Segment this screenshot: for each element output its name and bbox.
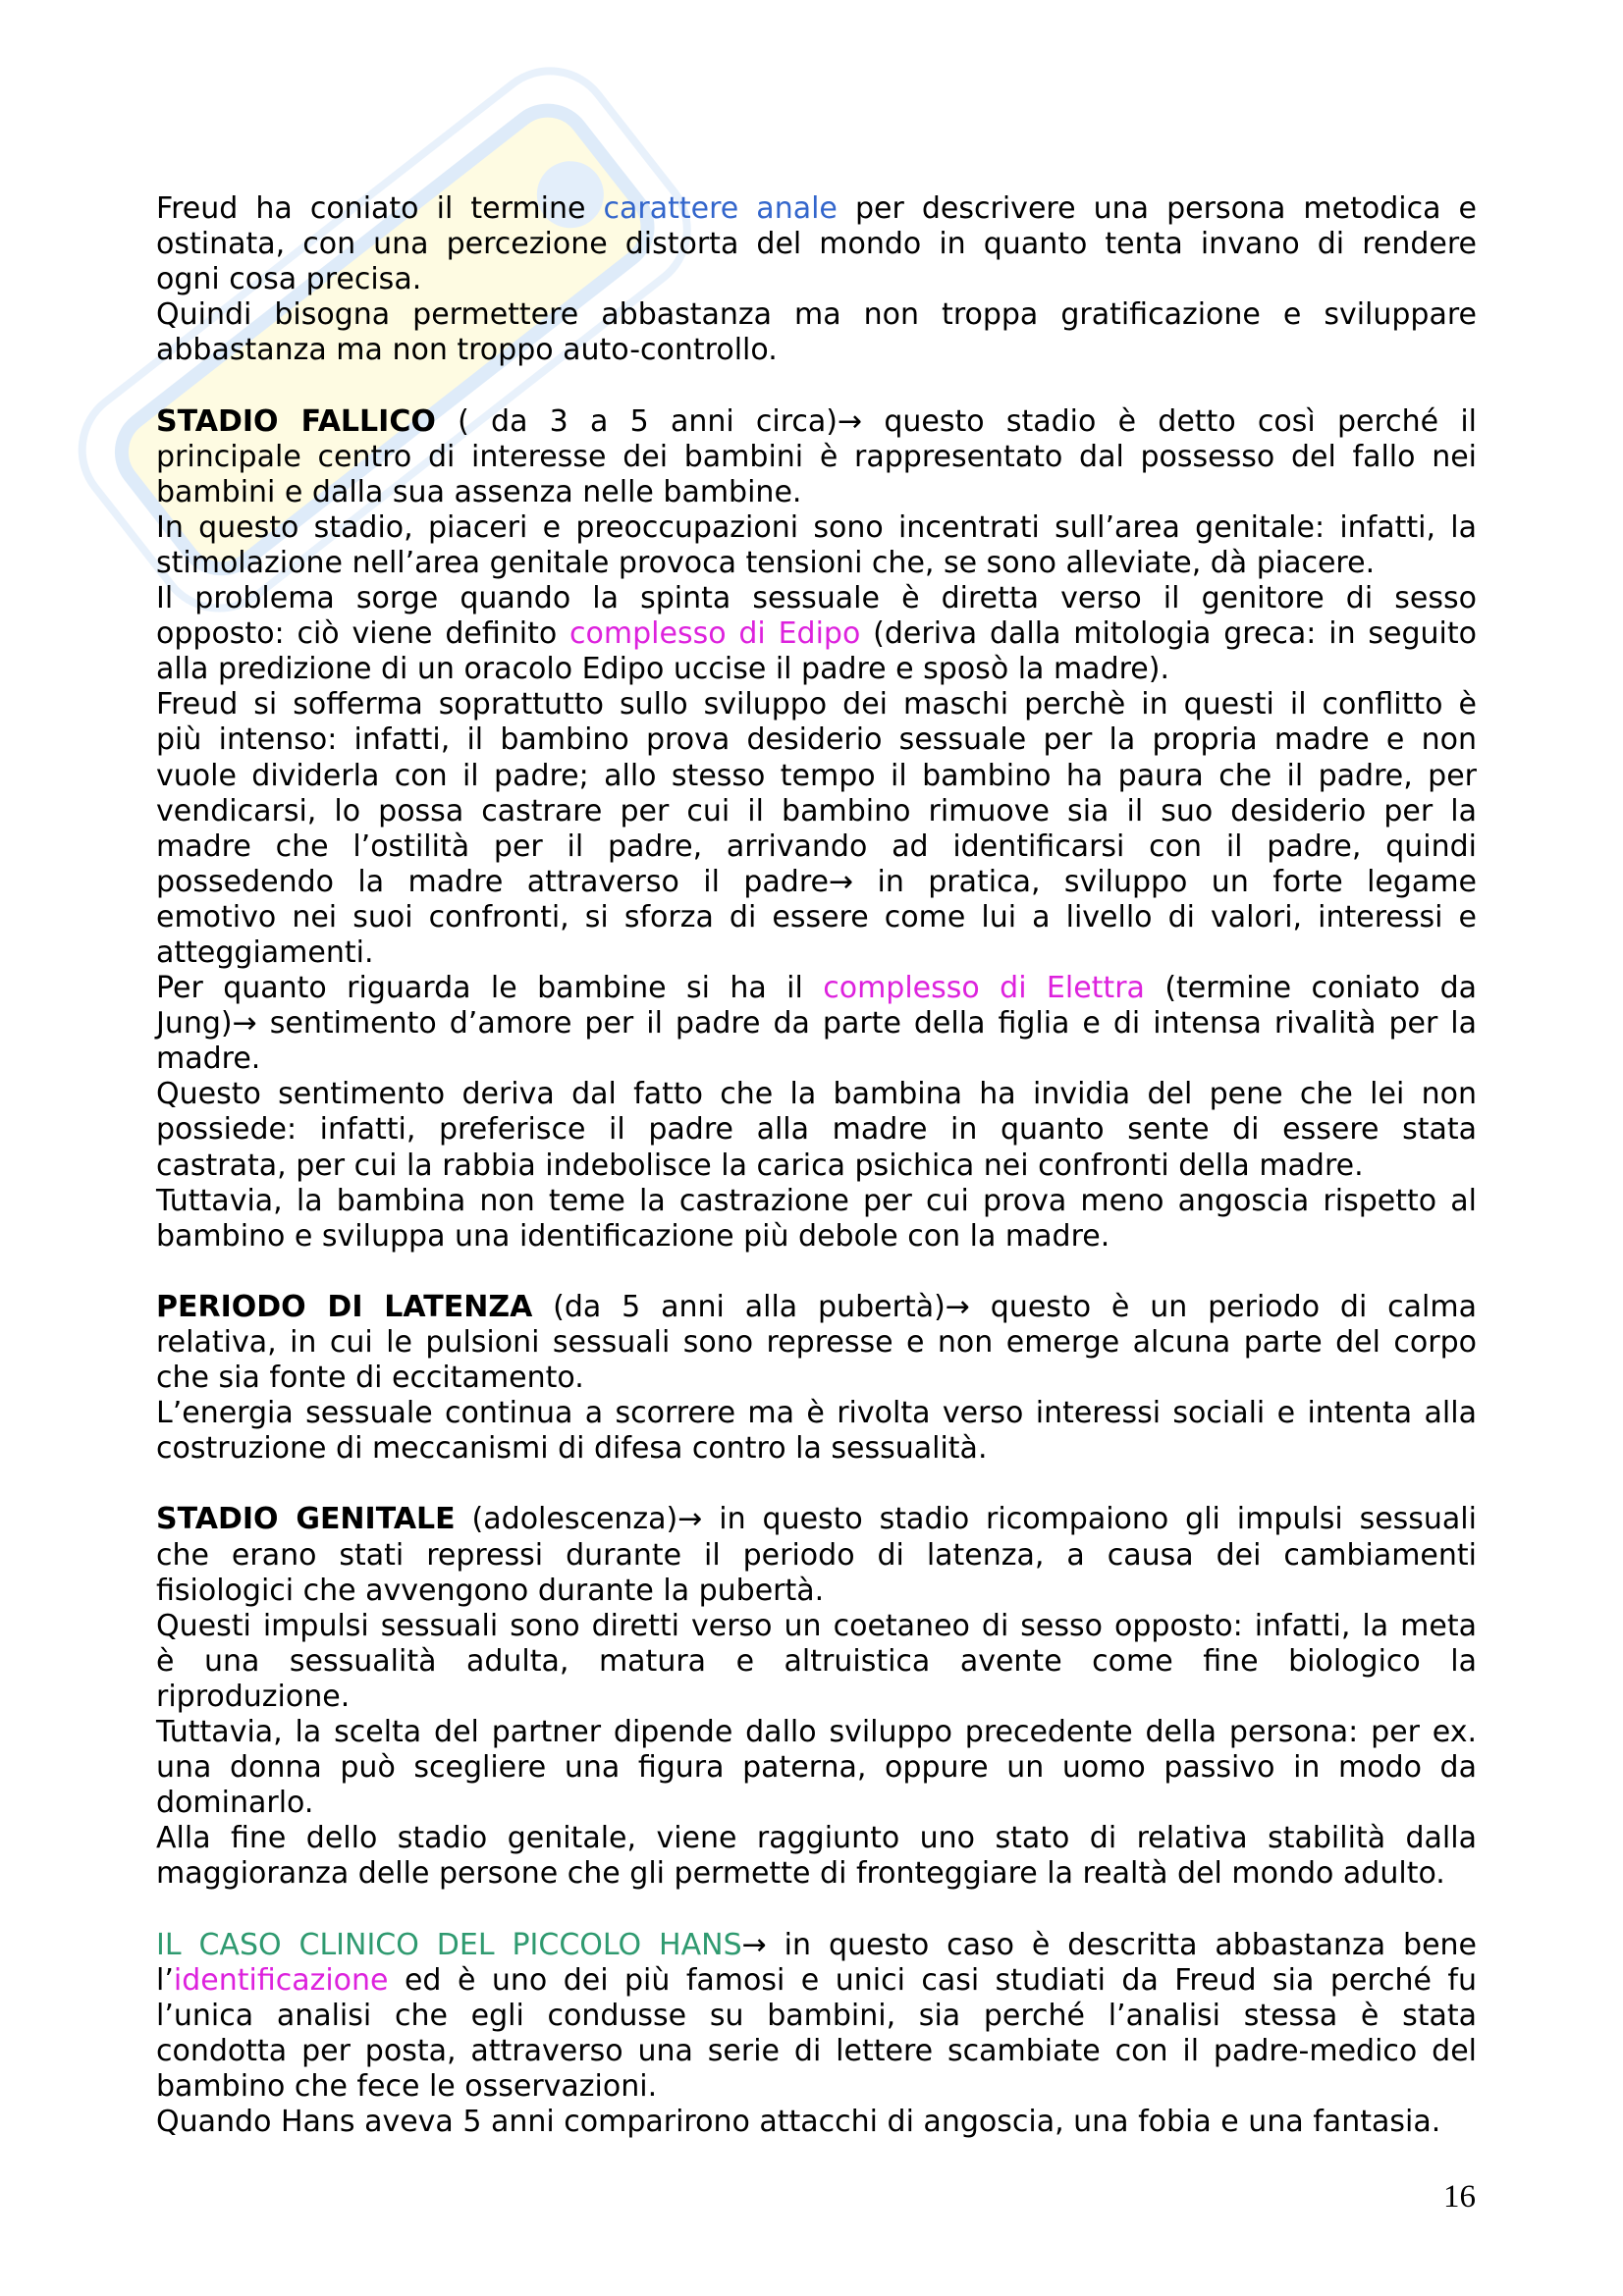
text-line: costruzione di meccanismi di difesa contro la sessualità. [156, 1431, 988, 1467]
blank-line [156, 1467, 1477, 1502]
text-line: vuole dividerla con il padre; allo stesso tempo il bambino ha paura che il padre, per [156, 758, 1477, 793]
text-line: Quindi bisogna permettere abbastanza ma non troppa gratificazione e sviluppare [156, 297, 1477, 333]
text-line: bambini e dalla sua assenza nelle bambine. [156, 474, 802, 509]
text-line: emotivo nei suoi confronti, si sforza di essere come lui a livello di valori, interessi e [156, 899, 1477, 934]
text-line: opposto: ciò viene definito complesso di Edipo (deriva dalla mitologia greca: in seguito [156, 616, 1478, 652]
paragraph [156, 1396, 1477, 1467]
text-line: stimolazione nell’area genitale provoca tensioni che, se sono alleviate, dà piacere. [156, 545, 1376, 580]
paragraph [156, 191, 1477, 297]
text-line: In questo stadio, piaceri e preoccupazioni sono incentrati sull’area genitale: infatti, la [156, 509, 1477, 545]
text-line: principale centro di interesse dei bambini è rappresentato dal possesso del fallo nei [156, 439, 1477, 474]
text-line: l’unica analisi che egli condusse su bambini, sia perché l’analisi stessa è stata [156, 1998, 1477, 2033]
text-line: riproduzione. [156, 1679, 351, 1714]
paragraph [156, 971, 1477, 1077]
paragraph [156, 404, 1477, 510]
section-heading: IL CASO CLINICO DEL PICCOLO HANS [156, 1927, 742, 1962]
paragraph [156, 297, 1477, 368]
text-line: atteggiamenti. [156, 934, 374, 970]
text-line: ostinata, con una percezione distorta del mondo in quanto tenta invano di rendere [156, 227, 1477, 262]
paragraph [156, 1290, 1477, 1396]
text-line: vendicarsi, lo possa castrare per cui il bambino rimuove sia il suo desiderio per la [156, 793, 1477, 828]
text-line: l’identificazione ed è uno dei più famosi e unici casi studiati da Freud sia perché fu [156, 1962, 1477, 1998]
text-line: Quando Hans aveva 5 anni comparirono attacchi di angoscia, una fobia e una fantasia. [156, 2105, 1441, 2140]
text-line: Tuttavia, la scelta del partner dipende dallo sviluppo precedente della persona: per ex. [156, 1715, 1477, 1750]
text-line: Freud si sofferma soprattutto sullo sviluppo dei maschi perchè in questi il conflitto è [156, 687, 1477, 722]
text-line: castrata, per cui la rabbia indebolisce la carica psichica nei confronti della madre. [156, 1148, 1364, 1183]
section-heading: STADIO GENITALE [156, 1502, 456, 1537]
text-line: Il problema sorge quando la spinta sessuale è diretta verso il genitore di sesso [156, 581, 1477, 616]
paragraph [156, 1609, 1477, 1715]
text-line: più intenso: infatti, il bambino prova desiderio sessuale per la propria madre e non [156, 722, 1477, 758]
blank-line [156, 1893, 1477, 1928]
highlighted-term: identificazione [173, 1962, 389, 1998]
paragraph [156, 687, 1477, 971]
paragraph [156, 581, 1477, 687]
text-line: è una sessualità adulta, matura e altruistica avente come fine biologico la [156, 1643, 1477, 1679]
paragraph [156, 1077, 1477, 1183]
paragraph [156, 1502, 1477, 1608]
text-line: dominarlo. [156, 1786, 314, 1821]
highlighted-term: complesso di Elettra [823, 971, 1145, 1006]
paragraph [156, 510, 1477, 581]
text-line: L’energia sessuale continua a scorrere ma è rivolta verso interessi sociali e intenta alla [156, 1396, 1477, 1431]
text-line: PERIODO DI LATENZA (da 5 anni alla pubertà)→ questo è un periodo di calma [156, 1289, 1477, 1324]
highlighted-term: complesso di Edipo [569, 616, 861, 652]
text-line: Questi impulsi sessuali sono diretti verso un coetaneo di sesso opposto: infatti, la meta [156, 1608, 1477, 1643]
text-line: Per quanto riguarda le bambine si ha il complesso di Elettra (termine coniato da [156, 971, 1477, 1006]
text-line: abbastanza ma non troppo auto-controllo. [156, 333, 778, 368]
text-line: STADIO GENITALE (adolescenza)→ in questo stadio ricompaiono gli impulsi sessuali [156, 1502, 1477, 1537]
text-line: maggioranza delle persone che gli permette di fronteggiare la realtà del mondo adulto. [156, 1856, 1445, 1892]
paragraph [156, 1715, 1477, 1821]
paragraph [156, 1821, 1477, 1892]
text-line: STADIO FALLICO ( da 3 a 5 anni circa)→ questo stadio è detto così perché il [156, 403, 1477, 439]
section-heading: STADIO FALLICO [156, 403, 436, 439]
text-line: ogni cosa precisa. [156, 262, 422, 297]
text-line: che sia fonte di eccitamento. [156, 1361, 584, 1396]
text-line: madre. [156, 1041, 261, 1077]
paragraph [156, 1184, 1477, 1255]
text-line: Tuttavia, la bambina non teme la castrazione per cui prova meno angoscia rispetto al [156, 1183, 1477, 1218]
text-line: Freud ha coniato il termine carattere anale per descrivere una persona metodica e [156, 191, 1478, 226]
blank-line [156, 368, 1477, 403]
paragraph [156, 2105, 1477, 2140]
document-body [156, 191, 1477, 2140]
text-line: bambino che fece le osservazioni. [156, 2068, 658, 2104]
text-line: condotta per posta, attraverso una serie di lettere scambiate con il padre-medico del [156, 2033, 1477, 2068]
text-line: possiede: infatti, preferisce il padre alla madre in quanto sente di essere stata [156, 1112, 1477, 1148]
text-line: alla predizione di un oracolo Edipo uccise il padre e sposò la madre). [156, 652, 1169, 687]
text-line: Questo sentimento deriva dal fatto che la bambina ha invidia del pene che lei non [156, 1077, 1477, 1112]
text-line: possedendo la madre attraverso il padre→ in pratica, sviluppo un forte legame [156, 864, 1477, 899]
section-heading: PERIODO DI LATENZA [156, 1289, 533, 1324]
text-line: madre che l’ostilità per il padre, arrivando ad identificarsi con il padre, quindi [156, 828, 1477, 864]
blank-line [156, 1255, 1477, 1290]
text-line: fisiologici che avvengono durante la pubertà. [156, 1573, 825, 1608]
page-number: 16 [1443, 2179, 1476, 2215]
paragraph [156, 1928, 1477, 2105]
text-line: IL CASO CLINICO DEL PICCOLO HANS→ in questo caso è descritta abbastanza bene [156, 1927, 1478, 1962]
text-line: Alla fine dello stadio genitale, viene raggiunto uno stato di relativa stabilità dalla [156, 1821, 1477, 1856]
text-line: Jung)→ sentimento d’amore per il padre da parte della figlia e di intensa rivalità per la [156, 1006, 1477, 1041]
highlighted-term: carattere anale [603, 191, 838, 226]
text-line: bambino e sviluppa una identificazione più debole con la madre. [156, 1218, 1110, 1254]
text-line: che erano stati repressi durante il periodo di latenza, a causa dei cambiamenti [156, 1537, 1477, 1573]
text-line: relativa, in cui le pulsioni sessuali sono represse e non emerge alcuna parte del corpo [156, 1325, 1477, 1360]
text-line: una donna può scegliere una figura paterna, oppure un uomo passivo in modo da [156, 1750, 1477, 1786]
